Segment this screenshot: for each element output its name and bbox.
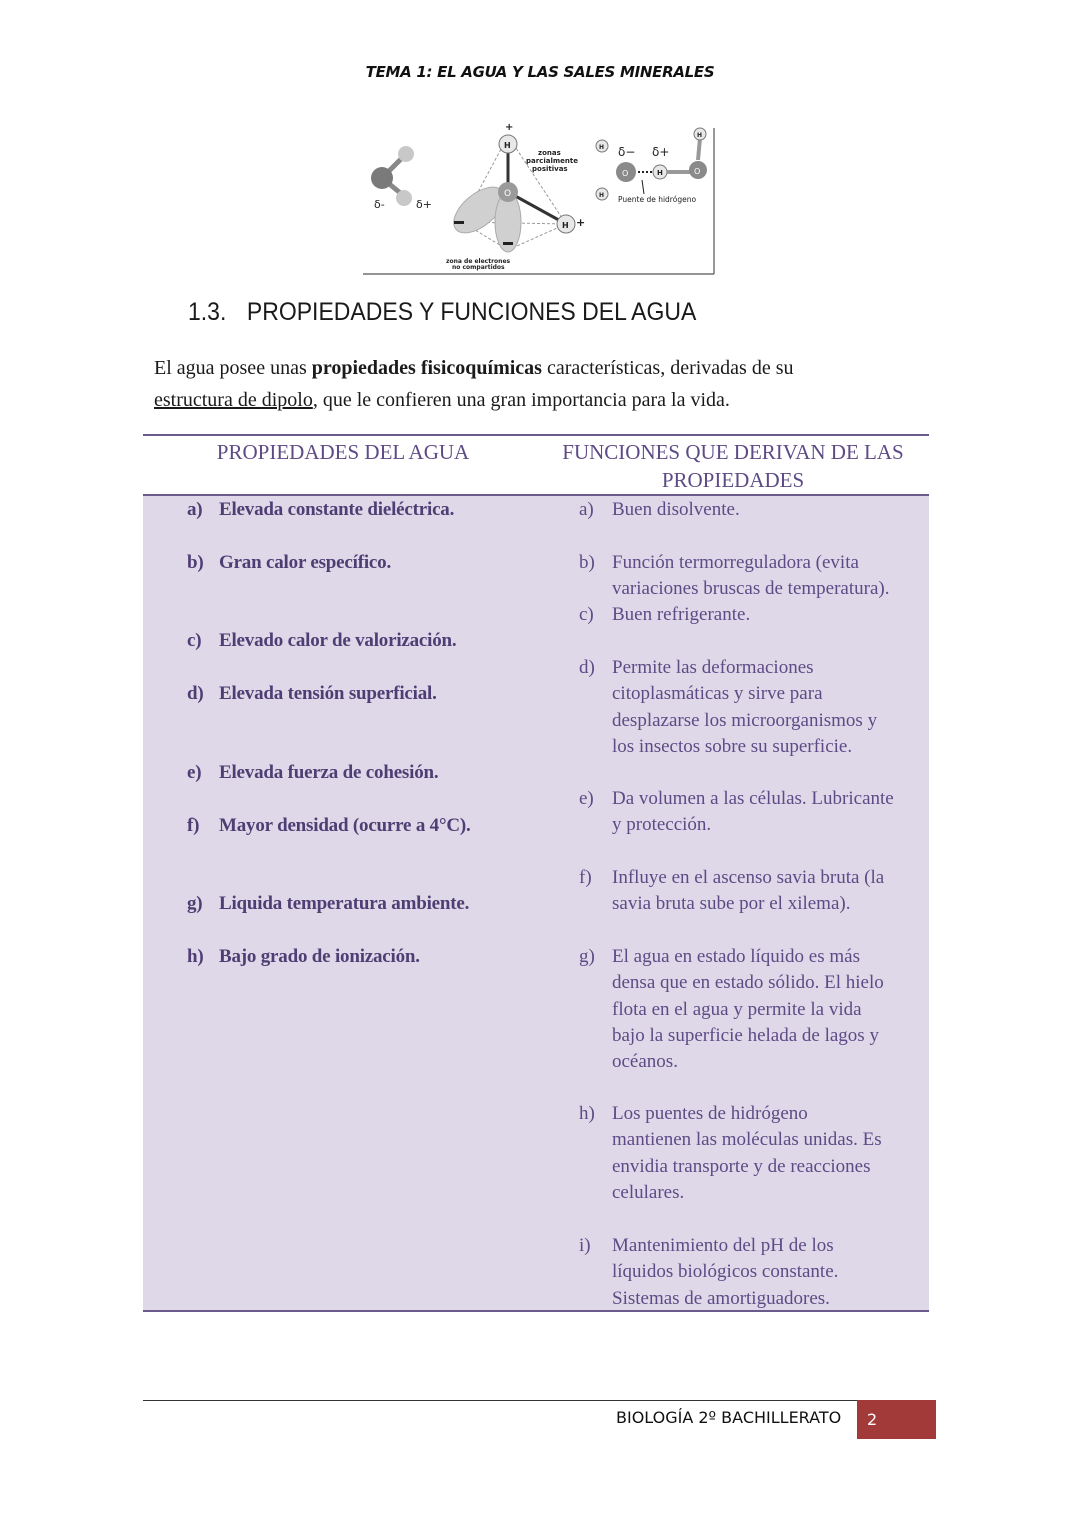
page-number: 2 xyxy=(857,1400,936,1439)
property-item: d) Elevada tensión superficial. xyxy=(187,683,437,704)
function-item: f) Influye en el ascenso savia bruta (la savia bruta sube por el xilema). xyxy=(579,867,885,915)
function-item: e) Da volumen a las células. Lubricante y protección. xyxy=(579,788,894,836)
svg-text:O: O xyxy=(694,167,701,176)
svg-text:H: H xyxy=(697,132,703,139)
intro-paragraph: El agua posee unas propiedades fisicoquímicas características, derivadas de su estructura de dipolo, que le confieren una gran importancia para la vida. xyxy=(154,357,794,411)
svg-text:+: + xyxy=(505,122,514,133)
property-item: a) Elevada constante dieléctrica. xyxy=(187,499,455,520)
property-item: c) Elevado calor de valorización. xyxy=(187,630,457,651)
svg-text:zonas: zonas xyxy=(538,149,561,157)
underlined-term: estructura de dipolo xyxy=(154,389,313,411)
function-item: c) Buen refrigerante. xyxy=(579,604,751,625)
svg-text:H: H xyxy=(599,192,605,199)
svg-text:Puente de hidrógeno: Puente de hidrógeno xyxy=(618,195,697,204)
svg-text:positivas: positivas xyxy=(532,165,568,173)
property-item: f) Mayor densidad (ocurre a 4°C). xyxy=(187,815,471,836)
function-item: h) Los puentes de hidrógeno mantienen las moléculas unidas. Es envidia transporte y de reacciones celulares. xyxy=(579,1103,882,1203)
bold-term: propiedades fisicoquímicas xyxy=(311,357,542,379)
function-item: a) Buen disolvente. xyxy=(579,499,740,520)
property-item: g) Liquida temperatura ambiente. xyxy=(187,893,470,914)
svg-text:δ+: δ+ xyxy=(652,145,670,159)
section-number: 1.3. xyxy=(188,298,227,326)
water-dipole-diagram xyxy=(362,122,718,278)
property-item: e) Elevada fuerza de cohesión. xyxy=(187,762,439,783)
section-title-text: PROPIEDADES Y FUNCIONES DEL AGUA xyxy=(246,298,697,326)
document-header-title: TEMA 1: EL AGUA Y LAS SALES MINERALES xyxy=(365,63,715,81)
function-item: g) El agua en estado líquido es más densa que en estado sólido. El hielo flota en el agua y permite la vida bajo la superficie helada de lagos y océanos. xyxy=(579,946,884,1073)
svg-text:zona de electrones: zona de electrones xyxy=(446,258,511,265)
function-item: d) Permite las deformaciones citoplasmáticas y sirve para desplazarse los microorganismos y los insectos sobre su superficie. xyxy=(579,657,878,757)
properties-functions-table xyxy=(143,434,929,1312)
footer-subject: BIOLOGÍA 2º BACHILLERATO xyxy=(616,1408,842,1427)
svg-text:no compartidos: no compartidos xyxy=(452,264,505,271)
svg-text:δ-: δ- xyxy=(374,198,385,211)
function-item: b) Función termorreguladora (evita variaciones bruscas de temperatura). xyxy=(579,552,890,600)
svg-text:H: H xyxy=(599,144,605,151)
svg-text:H: H xyxy=(657,169,663,177)
svg-text:O: O xyxy=(504,189,512,199)
svg-text:parcialmente: parcialmente xyxy=(526,157,578,165)
column-header-properties: PROPIEDADES DEL AGUA xyxy=(216,440,470,464)
table-top-rule xyxy=(143,434,929,436)
svg-text:+: + xyxy=(576,216,586,229)
section-title xyxy=(188,298,696,327)
svg-text:H: H xyxy=(562,221,569,230)
property-item: b) Gran calor específico. xyxy=(187,552,392,573)
svg-text:H: H xyxy=(504,141,511,150)
column-header-functions: FUNCIONES QUE DERIVAN DE LAS PROPIEDADES xyxy=(562,440,904,492)
svg-text:O: O xyxy=(622,169,629,178)
svg-text:δ−: δ− xyxy=(618,145,636,159)
function-item: i) Mantenimiento del pH de los líquidos biológicos constante. Sistemas de amortiguadores. xyxy=(579,1235,839,1309)
svg-text:δ+: δ+ xyxy=(416,198,432,211)
property-item: h) Bajo grado de ionización. xyxy=(187,946,420,967)
footer-rule xyxy=(143,1400,857,1401)
water-molecule-figure xyxy=(362,122,718,278)
